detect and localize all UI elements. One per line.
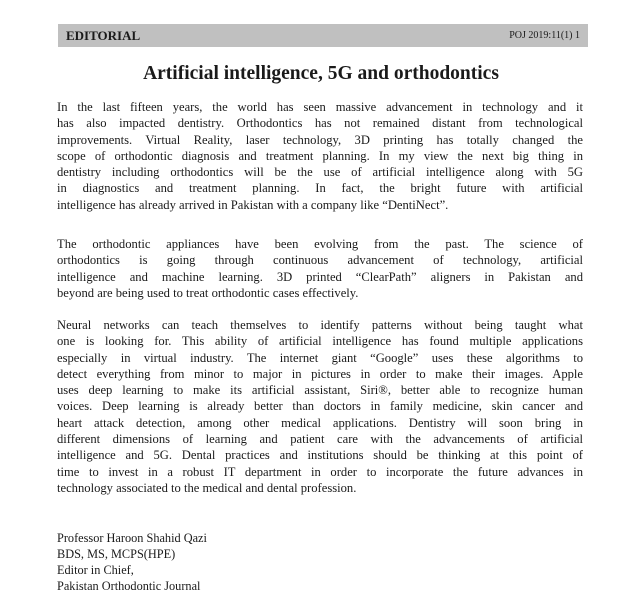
text-line: uses deep learning to make its artificial assistant, Siri®, better able to recognize human	[57, 383, 583, 398]
text-line: detect everything from minor to major in pictures in order to make their images. Apple	[57, 366, 583, 381]
text-line: Neural networks can teach themselves to identify patterns without being taught what	[57, 318, 583, 332]
text-line: different dimensions of learning and patient care with the advancements of artificial	[57, 432, 583, 447]
paragraph-3	[57, 317, 583, 496]
text-line: dentistry including orthodontics will be the use of artificial intelligence along with 5G	[57, 165, 583, 180]
section-label: EDITORIAL	[66, 28, 141, 43]
text-line: intelligence and machine learning. 3D printed “ClearPath” aligners in Pakistan and	[57, 269, 583, 284]
text-line: beyond are being used to treat orthodontic cases effectively.	[57, 285, 359, 300]
text-line: in diagnostics and treatment planning. In fact, the bright future with artificial	[57, 181, 583, 196]
text-line: technology associated to the medical and dental profession.	[57, 480, 357, 495]
author-degrees: BDS, MS, MCPS(HPE)	[57, 547, 176, 561]
text-line: especially in virtual industry. The internet giant “Google” uses these algorithms to	[57, 350, 583, 365]
text-line: intelligence and 5G. Dental practices and institutions should be thinking at this point of	[57, 448, 583, 463]
section-header-bar	[58, 24, 588, 47]
author-role: Editor in Chief,	[57, 563, 134, 577]
text-line: voices. Deep learning is already better than doctors in family medicine, skin cancer and	[57, 399, 583, 414]
article-title: Artificial intelligence, 5G and orthodontics	[143, 63, 499, 84]
text-line: one is looking for. This ability of artificial intelligence has found multiple applications	[57, 334, 583, 349]
text-line: orthodontics is going through continuous advancement of technology, artificial	[57, 253, 583, 268]
text-line: The orthodontic appliances have been evolving from the past. The science of	[57, 237, 583, 251]
author-name: Professor Haroon Shahid Qazi	[57, 531, 207, 545]
signature-block	[57, 530, 207, 594]
journal-name: Pakistan Orthodontic Journal	[57, 579, 201, 593]
text-line: improvements. Virtual Reality, laser technology, 3D printing has totally changed the	[57, 132, 583, 147]
text-line: has also impacted dentistry. Orthodontics has not remained distant from technological	[57, 116, 583, 131]
paragraph-2	[57, 236, 583, 301]
text-line: time to invest in a robust IT department in order to incorporate the future advances in	[57, 464, 583, 479]
text-line: heart attack detection, among other medical applications. Dentistry will soon bring in	[57, 415, 583, 430]
journal-citation: POJ 2019:11(1) 1	[509, 30, 580, 41]
paragraph-1	[57, 99, 583, 213]
text-line: scope of orthodontic diagnosis and treatment planning. In my view the next big thing in	[57, 148, 583, 163]
text-line: In the last fifteen years, the world has seen massive advancement in technology and it	[57, 100, 583, 114]
text-line: intelligence has already arrived in Pakistan with a company like “DentiNect”.	[57, 197, 449, 212]
